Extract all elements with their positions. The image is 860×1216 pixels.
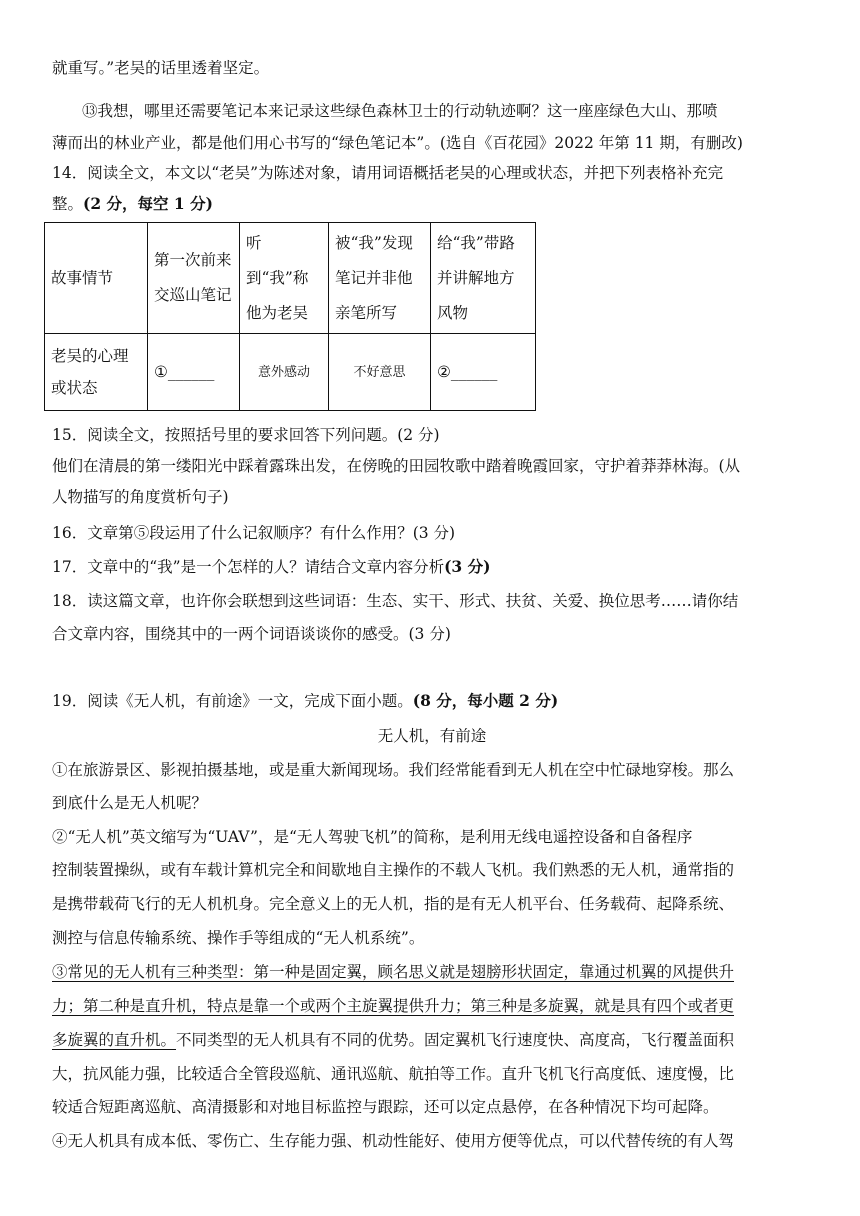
paragraph-13-line-2: 薄而出的林业产业，都是他们用心书写的“绿色笔记本”。(选自《百花园》2022 年第 11 期，有删改) bbox=[52, 134, 743, 152]
table-cell: 不好意思 bbox=[329, 334, 431, 411]
paragraph-2-line-4: 测控与信息传输系统、操作手等组成的“无人机系统”。 bbox=[52, 929, 425, 947]
question-17 bbox=[52, 556, 490, 578]
question-17-text: 17．文章中的“我”是一个怎样的人？请结合文章内容分析 bbox=[52, 558, 445, 576]
question-15-sentence-2: 人物描写的角度赏析句子) bbox=[52, 488, 229, 506]
article-title: 无人机，有前途 bbox=[377, 727, 487, 745]
paragraph-3-line-5: 较适合短距离巡航、高清摄影和对地目标监控与跟踪，还可以定点悬停，在各种情况下均可起降。 bbox=[52, 1098, 719, 1116]
table-cell: 听到“我”称他为老吴 bbox=[240, 223, 329, 334]
table-blank-2[interactable]: ②______ bbox=[431, 334, 536, 411]
table-cell: 被“我”发现笔记并非他亲笔所写 bbox=[329, 223, 431, 334]
question-19-score: (8 分，每小题 2 分) bbox=[412, 691, 559, 710]
table-blank-1[interactable]: ①______ bbox=[148, 334, 240, 411]
table-row-state bbox=[45, 334, 536, 411]
paragraph-3-text: 不同类型的无人机具有不同的优势。固定翼机飞行速度快、高度高，飞行覆盖面积 bbox=[176, 1031, 735, 1049]
question-15-sentence-1: 他们在清晨的第一缕阳光中踩着露珠出发，在傍晚的田园牧歌中踏着晚霞回家，守护着莽莽林海。(从 bbox=[52, 457, 741, 475]
text-line: 就重写。”老吴的话里透着坚定。 bbox=[52, 59, 270, 77]
paragraph-3-line-1: ③常见的无人机有三种类型：第一种是固定翼，顾名思义就是翅膀形状固定，靠通过机翼的风提供升 bbox=[52, 963, 735, 981]
question-15: 15．阅读全文，按照括号里的要求回答下列问题。(2 分) bbox=[52, 426, 440, 444]
question-14-line-2 bbox=[52, 193, 213, 215]
paragraph-4-line-1: ④无人机具有成本低、零伤亡、生存能力强、机动性能好、使用方便等优点，可以代替传统的有人驾 bbox=[52, 1132, 735, 1150]
paragraph-2-line-2: 控制装置操纵，或有车载计算机完全和间歇地自主操作的不载人飞机。我们熟悉的无人机，通常指的 bbox=[52, 861, 735, 879]
paragraph-13-line-1: ⑬我想，哪里还需要笔记本来记录这些绿色森林卫士的行动轨迹啊？这一座座绿色大山、那喷 bbox=[82, 102, 718, 120]
question-17-score: (3 分) bbox=[444, 557, 491, 576]
paragraph-2-line-3: 是携带载荷飞行的无人机机身。完全意义上的无人机，指的是有无人机平台、任务载荷、起降系统、 bbox=[52, 895, 735, 913]
paragraph-2-line-1: ②“无人机”英文缩写为“UAV”，是“无人驾驶飞机”的简称，是利用无线电遥控设备和自备程序 bbox=[52, 828, 693, 846]
question-18-line-1: 18．读这篇文章，也许你会联想到这些词语：生态、实干、形式、扶贫、关爱、换位思考……请你结 bbox=[52, 592, 739, 610]
table-cell: 第一次前来交巡山笔记 bbox=[148, 223, 240, 334]
paragraph-3-line-3 bbox=[52, 1029, 734, 1051]
question-19-text: 19．阅读《无人机，有前途》一文，完成下面小题。 bbox=[52, 692, 413, 710]
paragraph-1-line-2: 到底什么是无人机呢？ bbox=[52, 794, 208, 812]
table-cell: 给“我”带路并讲解地方风物 bbox=[431, 223, 536, 334]
paragraph-1-line-1: ①在旅游景区、影视拍摄基地，或是重大新闻现场。我们经常能看到无人机在空中忙碌地穿梭。那么 bbox=[52, 761, 735, 779]
question-16: 16．文章第⑤段运用了什么记叙顺序？有什么作用？(3 分) bbox=[52, 524, 456, 542]
table-header-plot: 故事情节 bbox=[45, 223, 148, 334]
paragraph-3-line-2: 力；第二种是直升机，特点是靠一个或两个主旋翼提供升力；第三种是多旋翼，就是具有四个或者更 bbox=[52, 997, 735, 1015]
table-header-state: 老吴的心理或状态 bbox=[45, 334, 148, 411]
table-cell: 意外感动 bbox=[240, 334, 329, 411]
story-table bbox=[44, 222, 536, 411]
question-14-score: (2 分，每空 1 分) bbox=[83, 194, 213, 213]
question-14-line-1: 14．阅读全文，本文以“老吴”为陈述对象，请用词语概括老吴的心理或状态，并把下列表格补充完 bbox=[52, 164, 724, 182]
question-19 bbox=[52, 690, 558, 712]
table-row-plot bbox=[45, 223, 536, 334]
paragraph-3-line-4: 大，抗风能力强，比较适合全管段巡航、通讯巡航、航拍等工作。直升飞机飞行高度低、速度慢，比 bbox=[52, 1065, 735, 1083]
question-18-line-2: 合文章内容，围绕其中的一两个词语谈谈你的感受。(3 分) bbox=[52, 625, 451, 643]
underlined-text: 多旋翼的直升机。 bbox=[52, 1031, 177, 1049]
question-14-text: 整。 bbox=[52, 195, 84, 213]
